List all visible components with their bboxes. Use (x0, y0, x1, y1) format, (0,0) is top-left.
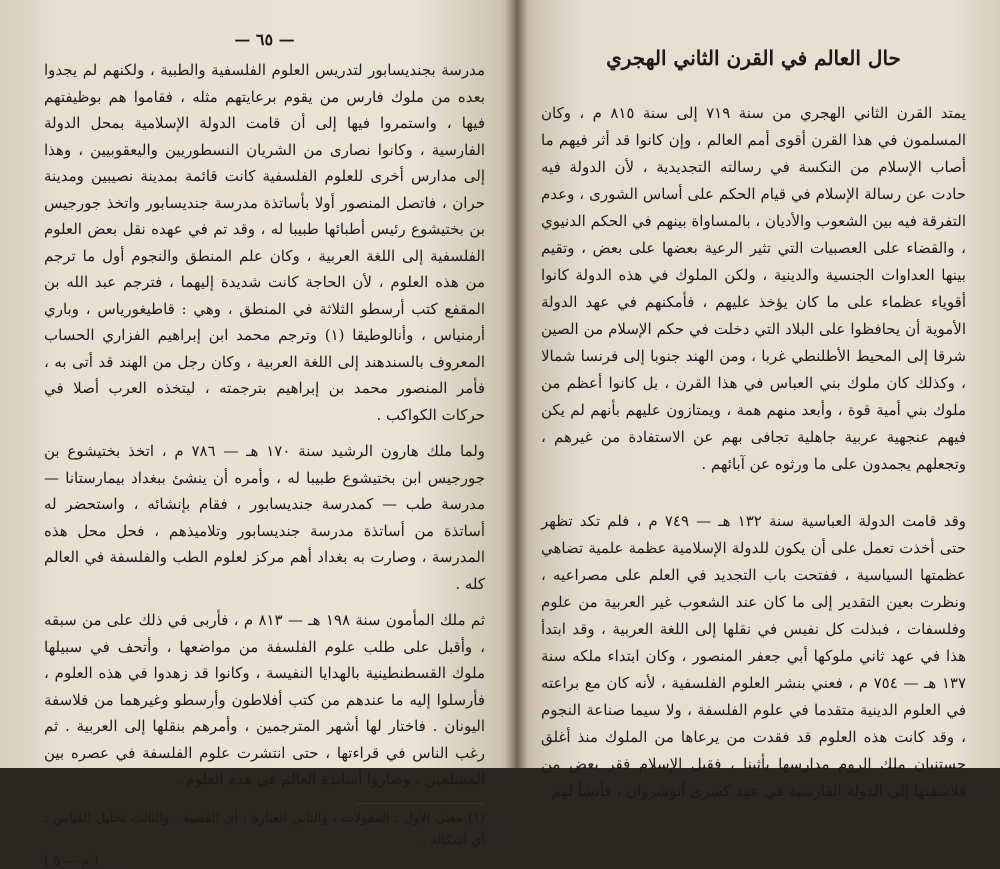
right-page (515, 0, 1000, 800)
paragraph: وقد قامت الدولة العباسية سنة ١٣٢ هـ — ٧٤٩ م ، فلم تكد تظهر حتى أخذت تعمل على أن يكون للدولة الإسلامية عظمة علمية تضاهي عظمتها السياسية ، ففتحت باب التجديد في العلم على مصراعيه ، ونظرت بعين التقدير إلى ما كان عند الشعوب غير العربية من علوم وفلسفات ، فبذلت كل نفيس في نقلها إلى اللغة العربية ، وقد ابتدأ هذا في عهد ثاني ملوكها أبي جعفر المنصور ، وكان ابتداء ملكه سنة ١٣٧ هـ — ٧٥٤ م ، فعني بنشر العلوم الفلسفية ، لأنه كان مع براعته في العلوم الدينية متقدما في علوم الفلسفة ، ولا سيما صناعة النجوم ، وقد كانت هذه العلوم قد فقدت من يرعاها من الملوك منذ أغلق جستنيان ملك الروم مدارسها بأثينا ، فقيل الإسلام فقر بعض من فلاسفتها إلى الدولة الفارسية في عهد كسرى أنوشروان ، فأنشأ لهم (541, 512, 967, 800)
signature-mark: ( م — ٥ ) (44, 853, 99, 869)
paragraph: ثم ملك المأمون سنة ١٩٨ هـ — ٨١٣ م ، فأربى في ذلك على من سبقه ، وأقبل على طلب علوم الفلسفة من مواضعها ، وأتحف في سبيلها ملوك القسطنطينية بالهدايا النفيسة ، وكانوا قد زهدوا في هذه العلوم ، فأرسلوا إليه ما عندهم من كتب أفلاطون وأرسطو وغيرهما من فلاسفة اليونان . فاختار لها أشهر المترجمين ، وأمرهم بنقلها إلى العربية . ثم رغب الناس في قراءتها ، حتى انتشرت علوم الفلسفة في عصره بين المسلمين ، وصاروا أساتذة العالم في هذه العلوم . (44, 611, 485, 788)
paragraph: يمتد القرن الثاني الهجري من سنة ٧١٩ إلى سنة ٨١٥ م ، وكان المسلمون في هذا القرن أقوى أمم العالم ، وإن كانوا قد أثر فيهم ما أصاب الإسلام من النكسة في رسالته التجديدية ، لأن الدولة فيه حادت عن رسالة الإسلام في قيام الحكم على أساس الشورى ، وعدم التفرقة فيه بين الشعوب والأديان ، بالمساواة بينهم في الحكم الدنيوي ، والقضاء على العصبيات التي تثير الرعية بعضها على بعض ، وتقيم بينها العداوات الجنسية والدينية ، ولكن الملوك في هذه الدولة كانوا أقوياء عظماء على ما كان يؤخذ عليهم ، فأمكنهم في عهد الدولة الأموية أن يحافظوا على البلاد التي دخلت في حكم الإسلام من الصين شرقا إلى المحيط الأطلنطي غربا ، ومن الهند جنوبا إلى فرنسا شمالا ، وكذلك كان ملوك بني العباس في هذا القرن ، بل كانوا أعظم من ملوك بني أمية قوة ، وأبعد منهم همة ، ويمتازون عليهم بأنهم لم يكن فيهم عنجهية عربية جاهلية تجافى بهم عن الاستفادة من غيرهم ، وتجعلهم يجمدون على ما ورثوه عن آبائهم . (541, 104, 966, 473)
book-gutter (505, 0, 527, 768)
paragraph: مدرسة بجنديسابور لتدريس العلوم الفلسفية والطبية ، ولكنهم لم يجدوا بعده من ملوك فارس من يقوم برعايتهم مثله ، فقاموا هم بوظيفتهم فيها ، واستمروا فيها إلى أن قامت الدولة الإسلامية بمحل الدولة الفارسية ، وكانوا نصارى من الشريان النسطوريين واليعقوبيين ، وهذا إلى مدارس أخرى للعلوم الفلسفية كانت قائمة بمدينة نصيبين ومدينة حران ، فاتصل المنصور أولا بأساتذة مدرسة جنديسابور واتخذ جورجيس بن بختيشوع رئيس أطبائها طبيبا له ، وقد تم في عهده نقل بعض العلوم الفلسفية إلى اللغة العربية ، وكان علم المنطق والنجوم أول ما ترجم من هذه العلوم ، لأن الحاجة كانت شديدة إليهما ، فترجم عبد الله بن المقفع كتب أرسطو الثلاثة في المنطق ، وهي : قاطيغورياس ، وباري أرمنياس ، وأنالوطيقا (١) وترجم محمد ابن إبراهيم الفزاري الحساب المعروف بالسندهند إلى اللغة العربية ، وكان رجل من الهند قد أتى به ، فأمر المنصور محمد بن إبراهيم بترجمته ، ليتخذه العرب أصلا في حركات الكواكب . (44, 61, 486, 424)
footnote-divider (355, 803, 485, 804)
page-number: — ٦٥ — (234, 30, 295, 49)
footnote: (١) معنى الأول : المقولات ، والثاني العبارة : أي القضية . والثالث تحليل القياس : أي أشكاله . (44, 810, 485, 848)
chapter-heading: حال العالم في القرن الثاني الهجري (606, 46, 901, 70)
paragraph: ولما ملك هارون الرشيد سنة ١٧٠ هـ — ٧٨٦ م ، اتخذ بختيشوع بن جورجيس ابن بختيشوع طبيبا له ، وأمره أن ينشئ ببغداد بيمارستانا — مدرسة طب — كمدرسة جنديسابور ، فقام بإنشائه ، واستحضر له أساتذة من أساتذة مدرسة جنديسابور وتلاميذهم ، فحل محل هذه المدرسة ، وصارت به بغداد أهم مركز لعلوم الطب والفلسفة في العالم كله . (44, 442, 486, 593)
